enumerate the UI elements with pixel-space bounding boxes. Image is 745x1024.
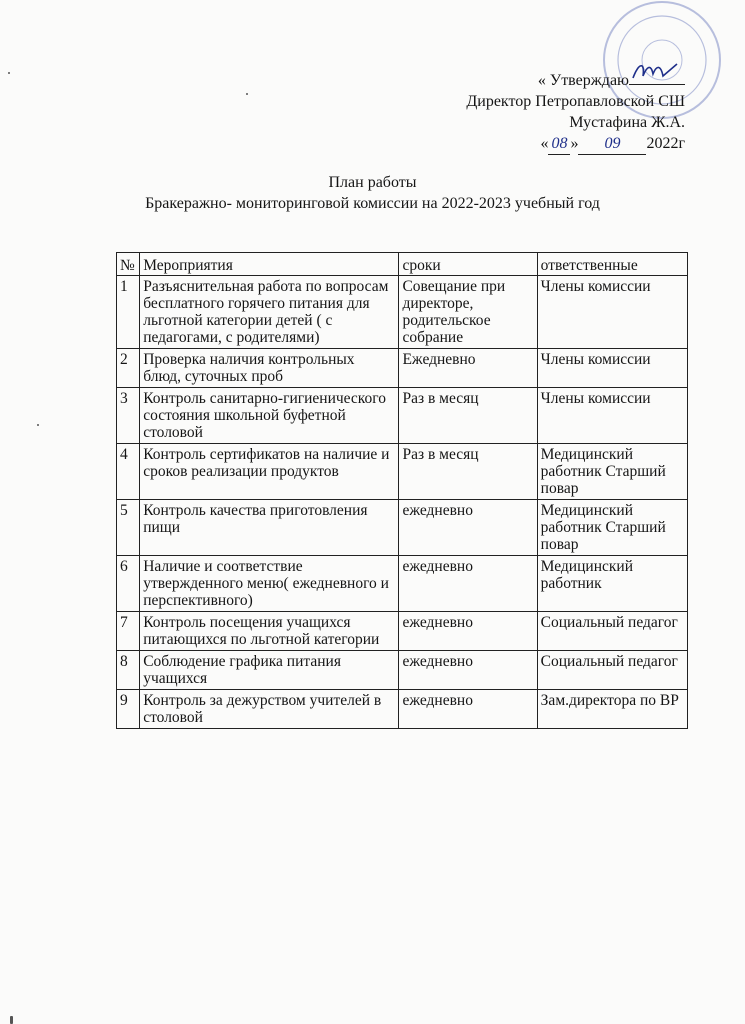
date-quote-close: » (570, 135, 579, 152)
row-event: Наличие и соответствие утвержденного меню( ежедневного и перспективного) (140, 556, 399, 612)
work-plan-table (116, 252, 688, 729)
row-event: Контроль за дежурством учителей в столовой (140, 690, 399, 729)
row-num: 9 (117, 690, 140, 729)
scan-speck (246, 93, 248, 95)
table-row (117, 556, 688, 612)
table-row (117, 690, 688, 729)
scan-speck (10, 1016, 13, 1024)
row-term: Раз в месяц (399, 444, 537, 500)
row-event: Проверка наличия контрольных блюд, суточных проб (140, 349, 399, 388)
approval-block (466, 68, 685, 155)
date-quote-open: « (540, 135, 549, 152)
table-row (117, 651, 688, 690)
title-line-1: План работы (328, 174, 417, 191)
table-header-row (117, 253, 688, 276)
date-year: 2022г (646, 135, 685, 152)
date-month: 09 (578, 133, 646, 155)
row-term: Ежедневно (399, 349, 537, 388)
row-term: Совещание при директоре, родительское собрание (399, 276, 537, 349)
header-responsible: ответственные (537, 253, 687, 276)
row-responsible: Члены комиссии (537, 388, 687, 444)
row-num: 6 (117, 556, 140, 612)
approval-line (466, 68, 685, 91)
table-row (117, 276, 688, 349)
row-num: 8 (117, 651, 140, 690)
table-row (117, 349, 688, 388)
row-num: 4 (117, 444, 140, 500)
scan-speck (8, 72, 10, 74)
row-term: ежедневно (399, 500, 537, 556)
table-row (117, 444, 688, 500)
director-signature (629, 68, 685, 85)
row-num: 7 (117, 612, 140, 651)
row-event: Разъяснительная работа по вопросам бесплатного горячего питания для льготной категории детей ( с педагогами, с родителями) (140, 276, 399, 349)
row-event: Контроль сертификатов на наличие и сроков реализации продуктов (140, 444, 399, 500)
row-responsible: Социальный педагог (537, 651, 687, 690)
row-term: Раз в месяц (399, 388, 537, 444)
row-responsible: Медицинский работник Старший повар (537, 500, 687, 556)
row-num: 1 (117, 276, 140, 349)
title-line-2: Бракеражно- мониторинговой комиссии на 2022-2023 учебный год (145, 195, 600, 212)
row-term: ежедневно (399, 690, 537, 729)
row-term: ежедневно (399, 612, 537, 651)
row-num: 3 (117, 388, 140, 444)
row-term: ежедневно (399, 651, 537, 690)
row-event: Соблюдение графика питания учащихся (140, 651, 399, 690)
approval-date (466, 133, 685, 155)
scan-speck (37, 424, 39, 426)
header-event: Мероприятия (140, 253, 399, 276)
row-term: ежедневно (399, 556, 537, 612)
row-responsible: Социальный педагог (537, 612, 687, 651)
header-num: № (117, 253, 140, 276)
table-row (117, 612, 688, 651)
header-term: сроки (399, 253, 537, 276)
director-position: Директор Петропавловской СШ (466, 93, 685, 110)
table-row (117, 388, 688, 444)
row-event: Контроль качества приготовления пищи (140, 500, 399, 556)
document-title (0, 172, 745, 214)
row-responsible: Медицинский работник (537, 556, 687, 612)
row-responsible: Зам.директора по ВР (537, 690, 687, 729)
row-event: Контроль санитарно-гигиенического состояния школьной буфетной столовой (140, 388, 399, 444)
row-responsible: Члены комиссии (537, 349, 687, 388)
row-num: 5 (117, 500, 140, 556)
table-row (117, 500, 688, 556)
row-responsible: Медицинский работник Старший повар (537, 444, 687, 500)
approve-label: « Утверждаю (537, 72, 629, 89)
date-day: 08 (548, 133, 570, 155)
row-responsible: Члены комиссии (537, 276, 687, 349)
row-event: Контроль посещения учащихся питающихся по льготной категории (140, 612, 399, 651)
row-num: 2 (117, 349, 140, 388)
director-name: Мустафина Ж.А. (569, 114, 685, 131)
